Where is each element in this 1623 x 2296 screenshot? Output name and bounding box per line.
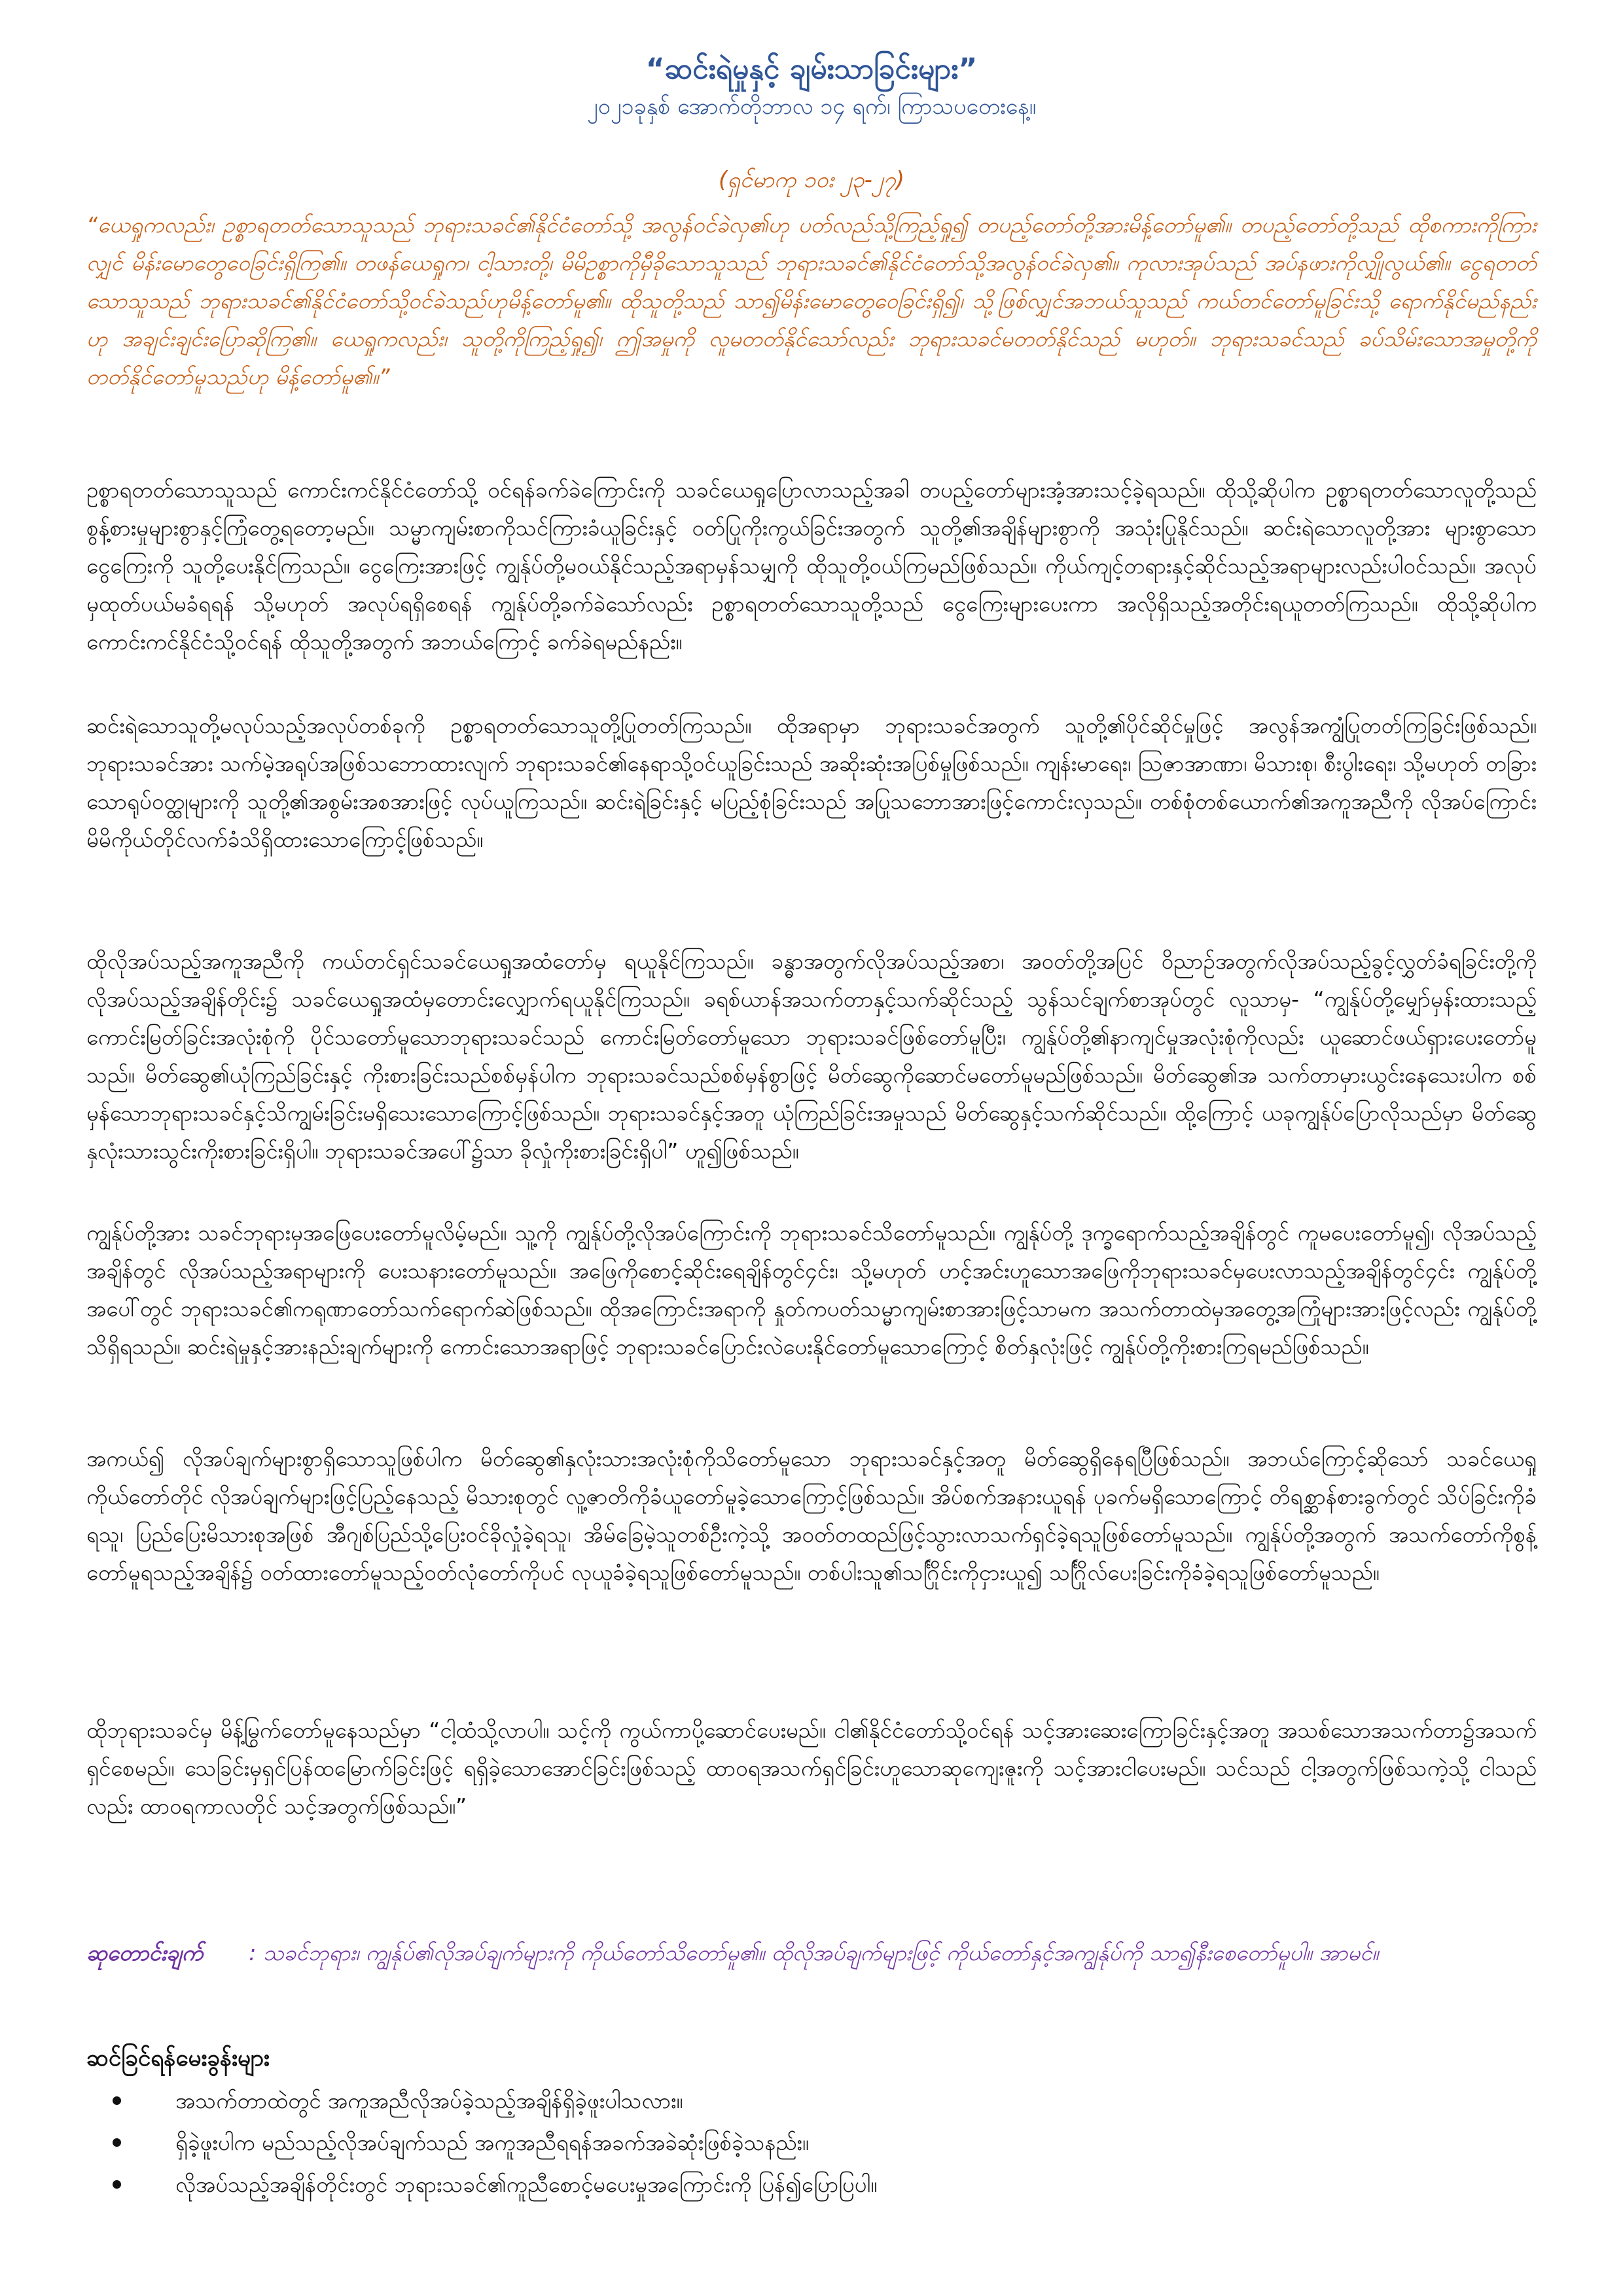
- body-paragraph-4: ကျွန်ုပ်တို့အား သခင်ဘုရားမှအဖြေပေးတော်မူလိမ့်မည်။ သူ့ကို ကျွန်ုပ်တို့လိုအပ်ကြောင်းကို ဘုရားသခင်သိတော်မူသည်။ ကျွန်ုပ်တို့ ဒုက္ခရောက်သည့်အချိန်တွင် ကူမပေးတော်မူ၍၊ လိုအပ်သည့်အချိန်တွင် လိုအပ်သည့်အရာများကို ပေးသနားတော်မူသည်။ အဖြေကိုစောင့်ဆိုင်းရေချိန်တွင်၄င်း၊ သို့မဟုတ် ဟင့်အင်းဟူသောအဖြေကိုဘုရားသခင်မှပေးလာသည့်အချိန်တွင်၄င်း ကျွန်ုပ်တို့အပေါ်တွင် ဘုရားသခင်၏ကရုဏာတော်သက်ရောက်ဆဲဖြစ်သည်။ ထိုအကြောင်းအရာကို နှုတ်ကပတ်သမ္မာကျမ်းစာအားဖြင့်သာမက အသက်တာထဲမှအတွေ့အကြုံများအားဖြင့်လည်း ကျွန်ုပ်တို့သိရှိရသည်။ ဆင်းရဲမှုနှင့်အားနည်းချက်များကို ကောင်းသောအရာဖြင့် ဘုရားသခင်ပြောင်းလဲပေးနိုင်တော်မူသောကြောင့် စိတ်နှလုံးဖြင့် ကျွန်ုပ်တို့ကိုးစားကြရမည်ဖြစ်သည်။: [86, 1220, 1537, 1359]
- prayer-block: [86, 1934, 1537, 1972]
- list-item: [86, 2164, 1537, 2206]
- page-date: ၂၀၂၁ခုနှစ် အောက်တိုဘာလ ၁၄ ရက်၊ ကြာသပတေးနေ့။: [586, 94, 1037, 120]
- bullet-icon: [113, 2138, 121, 2147]
- page-title: “ဆင်းရဲမှုနှင့် ချမ်းသာခြင်းများ”: [645, 52, 978, 86]
- scripture-reference: (ရှင်မာကု ၁၀း ၂၃-၂၇): [718, 167, 904, 193]
- prayer-label: ဆုတောင်းချက်: [86, 1940, 204, 1965]
- body-paragraph-2: ဆင်းရဲသောသူတို့မလုပ်သည့်အလုပ်တစ်ခုကို ဥစ္စာရတတ်သောသူတို့ပြုတတ်ကြသည်။ ထိုအရာမှာ ဘုရားသခင်အတွက် သူတို့၏ပိုင်ဆိုင်မှုဖြင့် အလွန်အကျွံပြုတတ်ကြခြင်းဖြစ်သည်။ ဘုရားသခင်အား သက်မဲ့အရုပ်အဖြစ်သဘောထားလျက် ဘုရားသခင်၏နေရာသို့ဝင်ယူခြင်းသည် အဆိုးဆုံးအပြစ်မှုဖြစ်သည်။ ကျန်းမာရေး၊ ဩဇာအာဏာ၊ မိသားစု၊ စီးပွါးရေး၊ သို့မဟုတ် တခြားသောရုပ်ဝတ္ထုများကို သူတို့၏အစွမ်းအစအားဖြင့် လုပ်ယူကြသည်။ ဆင်းရဲခြင်းနှင့် မပြည့်စုံခြင်းသည် အပြုသဘောအားဖြင့်ကောင်းလှသည်။ တစ်စုံတစ်ယောက်၏အကူအညီကို လိုအပ်ကြောင်း မိမိကိုယ်တိုင်လက်ခံသိရှိထားသောကြောင့်ဖြစ်သည်။: [86, 713, 1537, 852]
- bullet-icon: [113, 2180, 121, 2189]
- body-paragraph-1: ဥစ္စာရတတ်သောသူသည် ကောင်းကင်နိုင်ငံတော်သို့ ဝင်ရန်ခက်ခဲကြောင်းကို သခင်ယေရှုပြောလာသည့်အခါ တပည့်တော်များအံ့အားသင့်ခဲ့ရသည်။ ထိုသို့ဆိုပါက ဥစ္စာရတတ်သောလူတို့သည် စွန့်စားမှုများစွာနှင့်ကြုံတွေ့ရတော့မည်။ သမ္မာကျမ်းစာကိုသင်ကြားခံယူခြင်းနှင့် ဝတ်ပြုကိုးကွယ်ခြင်းအတွက် သူတို့၏အချိန်များစွာကို အသုံးပြုနိုင်သည်။ ဆင်းရဲသောလူတို့အား များစွာသောငွေကြေးကို သူတို့ပေးနိုင်ကြသည်။ ငွေကြေးအားဖြင့် ကျွန်ုပ်တို့မဝယ်နိုင်သည့်အရာမှန်သမျှကို ထိုသူတို့ဝယ်ကြမည်ဖြစ်သည်။ ကိုယ်ကျင့်တရားနှင့်ဆိုင်သည့်အရာများလည်းပါဝင်သည်။ အလုပ်မှထုတ်ပယ်မခံရရန် သို့မဟုတ် အလုပ်ရရှိစေရန် ကျွန်ုပ်တို့ခက်ခဲသော်လည်း ဥစ္စာရတတ်သောသူတို့သည် ငွေကြေးများပေးကာ အလိုရှိသည့်အတိုင်းရယူတတ်ကြသည်။ ထိုသို့ဆိုပါက ကောင်းကင်နိုင်ငံသို့ဝင်ရန် ထိုသူတို့အတွက် အဘယ်ကြောင့် ခက်ခဲရမည်နည်း။: [86, 477, 1537, 655]
- list-item: [86, 2080, 1537, 2122]
- prayer-text: သခင်ဘုရား၊ ကျွန်ုပ်၏လိုအပ်ချက်များကို ကိုယ်တော်သိတော်မူ၏။ ထိုလိုအပ်ချက်များဖြင့် ကိုယ်တော်နှင့်အကျွန်ုပ်ကို သာ၍နီးစေတော်မူပါ။ အာမင်။: [262, 1940, 1379, 1965]
- question-text: လိုအပ်သည့်အချိန်တိုင်းတွင် ဘုရားသခင်၏ကူညီစောင့်မပေးမှုအကြောင်းကို ပြန်၍ပြောပြပါ။: [175, 2172, 878, 2197]
- questions-heading: ဆင်ခြင်ရန်မေးခွန်းများ: [86, 2045, 270, 2072]
- question-text: ရှိခဲ့ဖူးပါက မည်သည့်လိုအပ်ချက်သည် အကူအညီရရန်အခက်အခဲဆုံးဖြစ်ခဲ့သနည်း။: [175, 2130, 809, 2155]
- body-paragraph-5: အကယ်၍ လိုအပ်ချက်များစွာရှိသောသူဖြစ်ပါက မိတ်ဆွေ၏နှလုံးသားအလုံးစုံကိုသိတော်မူသော ဘုရားသခင်နှင့်အတူ မိတ်ဆွေရှိနေရပြီဖြစ်သည်။ အဘယ်ကြောင့်ဆိုသော် သခင်ယေရှုကိုယ်တော်တိုင် လိုအပ်ချက်များဖြင့်ပြည့်နေသည့် မိသားစုတွင် လူ့ဇာတိကိုခံယူတော်မူခဲ့သောကြောင့်ဖြစ်သည်။ အိပ်စက်အနားယူရန် ပုခက်မရှိသောကြောင့် တိရစ္ဆာန်စားခွက်တွင် သိပ်ခြင်းကိုခံရသူ၊ ပြည်ပြေးမိသားစုအဖြစ် အီဂျစ်ပြည်သို့ပြေးဝင်ခိုလှုံခဲ့ရသူ၊ အိမ်ခြေမဲ့သူတစ်ဦးကဲ့သို့ အဝတ်တထည်ဖြင့်သွားလာသက်ရှင်ခဲ့ရသူဖြစ်တော်မူသည်။ ကျွန်ုပ်တို့အတွက် အသက်တော်ကိုစွန့်တော်မူရသည့်အချိန်၌ ဝတ်ထားတော်မူသည့်ဝတ်လုံတော်ကိုပင် လုယူခံခဲ့ရသူဖြစ်တော်မူသည်။ တစ်ပါးသူ၏သင်္ဂြိုင်းကိုငှားယူ၍ သင်္ဂြိုလ်ပေးခြင်းကိုခံခဲ့ရသူဖြစ်တော်မူသည်။: [86, 1446, 1537, 1585]
- list-item: [86, 2122, 1537, 2164]
- bullet-icon: [113, 2096, 121, 2105]
- scripture-quote: “ယေရှုကလည်း၊ ဥစ္စာရတတ်သောသူသည် ဘုရားသခင်၏နိုင်ငံတော်သို့ အလွန်ဝင်ခဲလှ၏ဟု ပတ်လည်သို့ကြည့်ရှု၍ တပည့်တော်တို့အားမိန့်တော်မူ၏။ တပည့်တော်တို့သည် ထိုစကားကိုကြားလျှင် မိန်းမောတွေဝေခြင်းရှိကြ၏။ တဖန်ယေရှုက၊ ငါ့သားတို့၊ မိမိဥစ္စာကိုမှီခိုသောသူသည် ဘုရားသခင်၏နိုင်ငံတော်သို့အလွန်ဝင်ခဲလှ၏။ ကုလားအုပ်သည် အပ်နဖားကိုလျှိုလွယ်၏။ ငွေရတတ်သောသူသည် ဘုရားသခင်၏နိုင်ငံတော်သို့ဝင်ခဲသည်ဟုမိန့်တော်မူ၏။ ထိုသူတို့သည် သာ၍မိန်းမောတွေဝေခြင်းရှိ၍၊ သို့ဖြစ်လျှင်အဘယ်သူသည် ကယ်တင်တော်မူခြင်းသို့ ရောက်နိုင်မည်နည်းဟု အချင်းချင်းပြောဆိုကြ၏။ ယေရှုကလည်း၊ သူတို့ကိုကြည့်ရှု၍၊ ဤအမှုကို လူမတတ်နိုင်သော်လည်း ဘုရားသခင်မတတ်နိုင်သည် မဟုတ်။ ဘုရားသခင်သည် ခပ်သိမ်းသောအမှုတို့ကို တတ်နိုင်တော်မူသည်ဟု မိန့်တော်မူ၏။”: [86, 212, 1537, 389]
- questions-list: [86, 2080, 1537, 2206]
- body-paragraph-6: ထိုဘုရားသခင်မှ မိန့်မြွက်တော်မူနေသည်မှာ “ငါ့ထံသို့လာပါ။ သင့်ကို ကွယ်ကာပို့ဆောင်ပေးမည်။ ငါ၏နိုင်ငံတော်သို့ဝင်ရန် သင့်အားဆေးကြောခြင်းနှင့်အတူ အသစ်သောအသက်တာ၌အသက်ရှင်စေမည်။ သေခြင်းမှရှင်ပြန်ထမြောက်ခြင်းဖြင့် ရရှိခဲ့သောအောင်ခြင်းဖြစ်သည့် ထာဝရအသက်ရှင်ခြင်းဟူသောဆုကျေးဇူးကို သင့်အားငါပေးမည်။ သင်သည် ငါ့အတွက်ဖြစ်သကဲ့သို့ ငါသည်လည်း ထာဝရကာလတိုင် သင့်အတွက်ဖြစ်သည်။”: [86, 1717, 1537, 1819]
- body-paragraph-3: ထိုလိုအပ်သည့်အကူအညီကို ကယ်တင်ရှင်သခင်ယေရှုအထံတော်မှ ရယူနိုင်ကြသည်။ ခန္ဓာအတွက်လိုအပ်သည့်အစာ၊ အဝတ်တို့အပြင် ဝိညာဉ်အတွက်လိုအပ်သည့်ခွင့်လွှတ်ခံရခြင်းတို့ကို လိုအပ်သည့်အချိန်တိုင်း၌ သခင်ယေရှုအထံမှတောင်းလျှောက်ရယူနိုင်ကြသည်။ ခရစ်ယာန်အသက်တာနှင့်သက်ဆိုင်သည့် သွန်သင်ချက်စာအုပ်တွင် လူသာမှ- “ကျွန်ုပ်တို့မျှော်မှန်းထားသည့်ကောင်းမြတ်ခြင်းအလုံးစုံကို ပိုင်သတော်မူသောဘုရားသခင်သည် ကောင်းမြတ်တော်မူသော ဘုရားသခင်ဖြစ်တော်မူပြီး၊ ကျွန်ုပ်တို့၏နာကျင်မှုအလုံးစုံကိုလည်း ယူဆောင်ဖယ်ရှားပေးတော်မူသည်။ မိတ်ဆွေ၏ယုံကြည်ခြင်းနှင့် ကိုးစားခြင်းသည်စစ်မှန်ပါက ဘုရားသခင်သည်စစ်မှန်စွာဖြင့် မိတ်ဆွေကိုဆောင်မတော်မူမည်ဖြစ်သည်။ မိတ်ဆွေ၏အ သက်တာမှားယွင်းနေသေးပါက စစ်မှန်သောဘုရားသခင်နှင့်သိကျွမ်းခြင်းမရှိသေးသောကြောင့်ဖြစ်သည်။ ဘုရားသခင်နှင့်အတူ ယုံကြည်ခြင်းအမှုသည် မိတ်ဆွေနှင့်သက်ဆိုင်သည်။ ထို့ကြောင့် ယခုကျွန်ုပ်ပြောလိုသည်မှာ မိတ်ဆွေနှလုံးသားသွင်းကိုးစားခြင်းရှိပါ။ ဘုရားသခင်အပေါ်၌သာ ခိုလှုံကိုးစားခြင်းရှိပါ” ဟူ၍ဖြစ်သည်။: [86, 948, 1537, 1164]
- prayer-separator: :: [249, 1940, 257, 1965]
- question-text: အသက်တာထဲတွင် အကူအညီလိုအပ်ခဲ့သည့်အချိန်ရှိခဲ့ဖူးပါသလား။: [175, 2088, 683, 2113]
